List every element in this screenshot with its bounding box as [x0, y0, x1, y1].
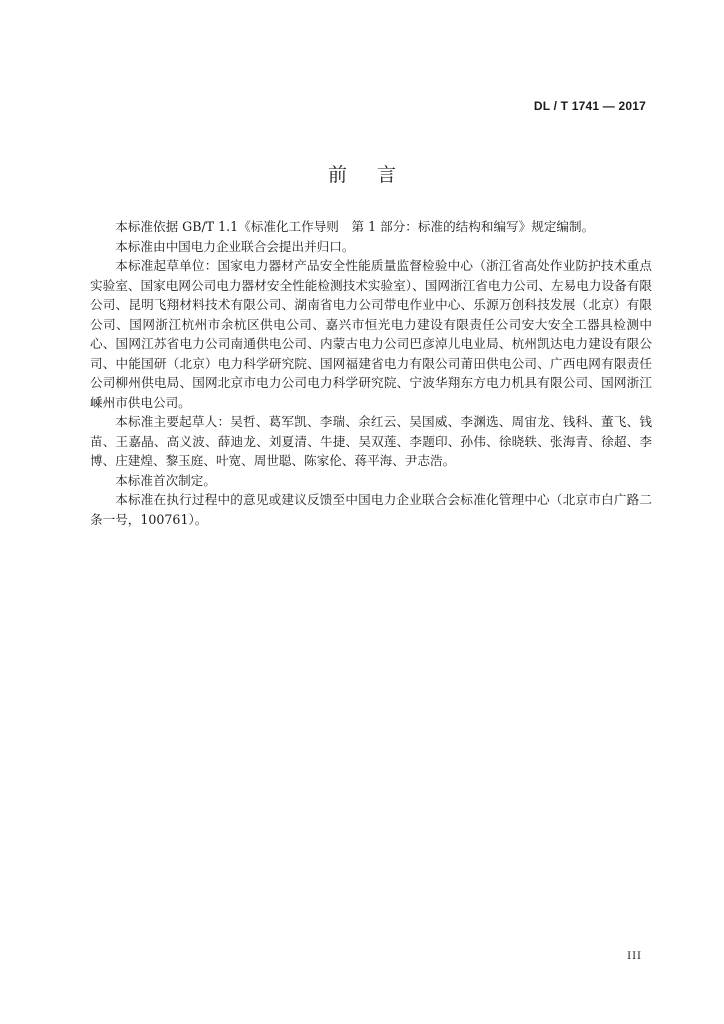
paragraph-drafters: 本标准主要起草人：吴哲、葛军凯、李瑞、余红云、吴国威、李渊选、周宙龙、钱科、董飞、钱苗、王嘉晶、高义波、薛迪龙、刘夏清、牛捷、吴双莲、李题印、孙伟、徐晓轶、张海青、徐超、李博、庄建煌、黎玉庭、叶宽、周世聪、陈家伦、蒋平海、尹志浩。: [90, 414, 652, 468]
paragraph-drafting-units: 本标准起草单位：国家电力器材产品安全性能质量监督检验中心（浙江省高处作业防护技术重点实验室、国家电网公司电力器材安全性能检测技术实验室）、国网浙江省电力公司、左易电力设备有限公司、昆明飞翔材料技术有限公司、湖南省电力公司带电作业中心、乐源万创科技发展（北京）有限公司、国网浙江杭州市余杭区供电公司、嘉兴市恒光电力建设有限责任公司安大安全工器具检测中心、国网江苏省电力公司南通供电公司、内蒙古电力公司巴彦淖儿电业局、杭州凯达电力建设有限公司、中能国研（北京）电力科学研究院、国网福建省电力有限公司莆田供电公司、广西电网有限责任公司柳州供电局、国网北京市电力公司电力科学研究院、宁波华翔东方电力机具有限公司、国网浙江嵊州市供电公司。: [90, 258, 652, 410]
paragraph-first-edition: 本标准首次制定。: [115, 472, 216, 488]
paragraph-drafting-basis: 本标准依据 GB/T 1.1《标准化工作导则 第 1 部分：标准的结构和编写》规定编制。: [115, 219, 595, 234]
standard-code: DL / T 1741 — 2017: [533, 99, 646, 113]
paragraph-feedback: 本标准在执行过程中的意见或建议反馈至中国电力企业联合会标准化管理中心（北京市白广路二条一号，100761）。: [90, 492, 652, 527]
paragraph-proposer: 本标准由中国电力企业联合会提出并归口。: [115, 238, 355, 254]
page-number: III: [627, 951, 642, 962]
page-title: 前言: [327, 164, 426, 186]
foreword-body: [90, 217, 652, 529]
